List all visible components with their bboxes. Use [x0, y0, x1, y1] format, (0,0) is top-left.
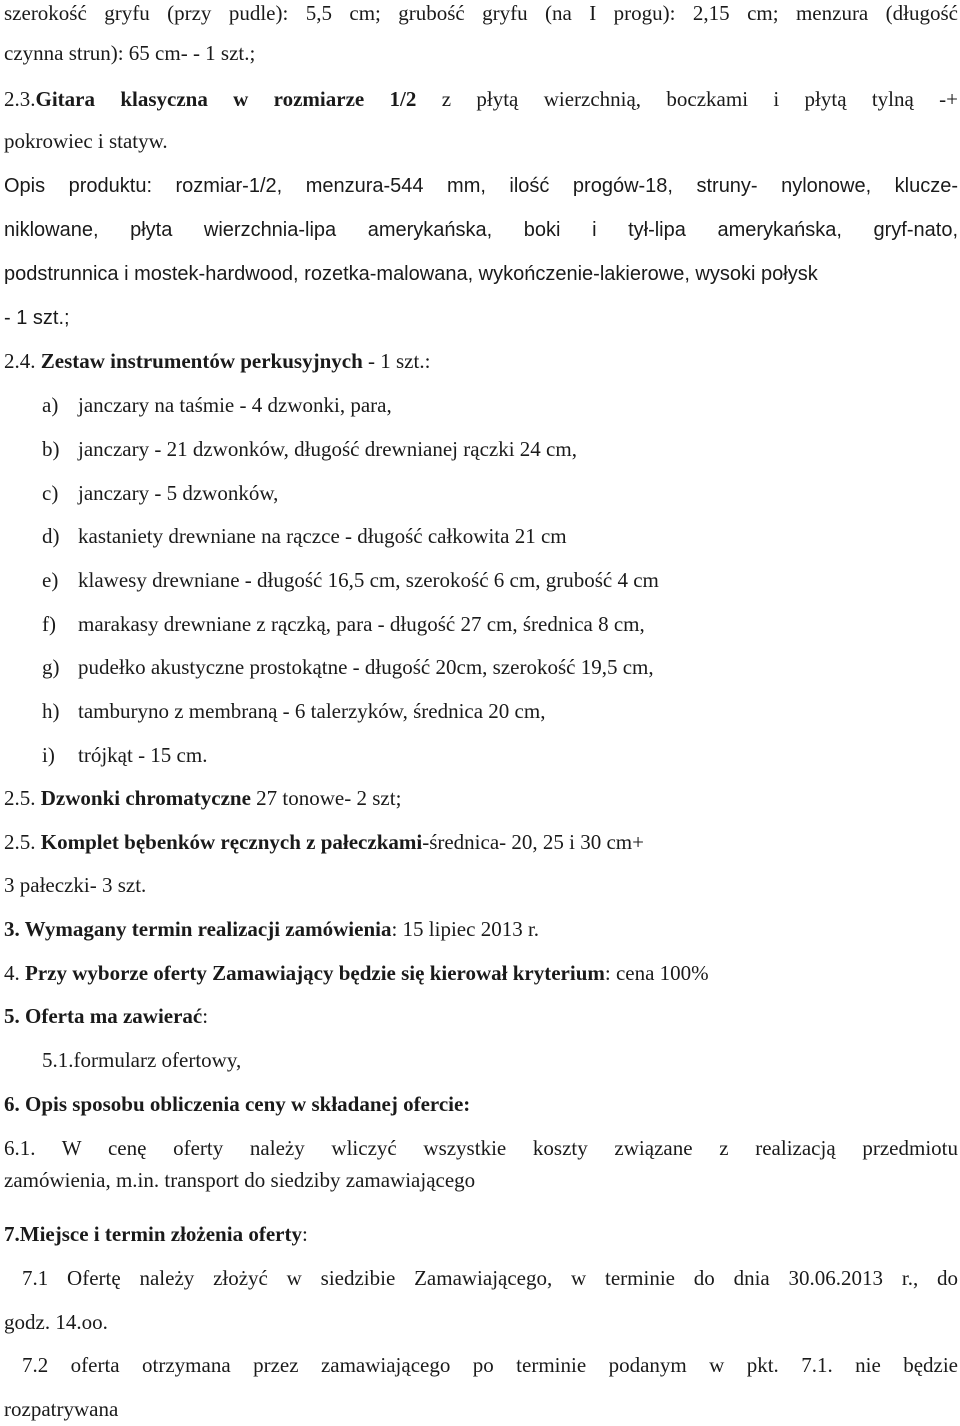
section-7-heading: 7.Miejsce i termin złożenia oferty:	[4, 1222, 308, 1246]
list-item: d) kastaniety drewniane na rączce - długość całkowita 21 cm	[42, 524, 567, 548]
section-5-sub: 5.1.formularz ofertowy,	[42, 1048, 242, 1072]
intro-line-2: czynna strun): 65 cm- - 1 szt.;	[4, 41, 256, 65]
item-2-3-desc-2: niklowane, płyta wierzchnia-lipa amerykańska, boki i tył-lipa amerykańska, gryf-nato,	[4, 219, 958, 241]
list-item: i) trójkąt - 15 cm.	[42, 743, 208, 767]
section-6-heading: 6. Opis sposobu obliczenia ceny w składanej ofercie:	[4, 1092, 471, 1116]
item-2-5-bebenki: 2.5. Komplet bębenków ręcznych z pałeczkami-średnica- 20, 25 i 30 cm+	[4, 830, 644, 854]
item-2-3-line-2: pokrowiec i statyw.	[4, 129, 168, 153]
item-2-4-rest: - 1 szt.:	[362, 349, 431, 373]
section-7-sub-2-line-2: rozpatrywana	[4, 1397, 119, 1421]
item-2-4-heading	[4, 348, 958, 374]
item-2-4-num: 2.4.	[4, 349, 41, 373]
section-4-heading: 4. Przy wyborze oferty Zamawiający będzie się kierował kryterium: cena 100%	[4, 961, 709, 985]
item-2-3-desc-4: - 1 szt.;	[4, 307, 70, 329]
list-item: c) janczary - 5 dzwonków,	[42, 481, 279, 505]
list-item: a) janczary na taśmie - 4 dzwonki, para,	[42, 393, 392, 417]
list-item: g) pudełko akustyczne prostokątne - długość 20cm, szerokość 19,5 cm,	[42, 655, 654, 679]
item-2-3-title: Gitara klasyczna w rozmiarze 1/2	[35, 87, 417, 111]
section-5-heading: 5. Oferta ma zawierać:	[4, 1004, 209, 1028]
section-7-sub-1-line-1: 7.1 Ofertę należy złożyć w siedzibie Zamawiającego, w terminie do dnia 30.06.2013 r., do	[22, 1266, 958, 1290]
intro-line-1: szerokość gryfu (przy pudle): 5,5 cm; grubość gryfu (na I progu): 2,15 cm; menzura (długość	[4, 1, 958, 25]
item-2-5-dzwonki: 2.5. Dzwonki chromatyczne 27 tonowe- 2 szt;	[4, 786, 402, 810]
item-2-3-rest: z płytą wierzchnią, boczkami i płytą tylną -+	[416, 87, 959, 111]
section-7-sub-1-line-2: godz. 14.oo.	[4, 1310, 108, 1334]
list-item: h) tamburyno z membraną - 6 talerzyków, średnica 20 cm,	[42, 699, 546, 723]
item-2-5-bebenki-line-2: 3 pałeczki- 3 szt.	[4, 873, 147, 897]
section-7-sub-2-line-1: 7.2 oferta otrzymana przez zamawiającego po terminie podanym w pkt. 7.1. nie będzie	[22, 1353, 958, 1377]
list-item: f) marakasy drewniane z rączką, para - długość 27 cm, średnica 8 cm,	[42, 612, 645, 636]
item-2-3-desc-3: podstrunnica i mostek-hardwood, rozetka-malowana, wykończenie-lakierowe, wysoki połysk	[4, 263, 818, 285]
list-item: e) klawesy drewniane - długość 16,5 cm, szerokość 6 cm, grubość 4 cm	[42, 568, 659, 592]
list-item: b) janczary - 21 dzwonków, długość drewnianej rączki 24 cm,	[42, 437, 577, 461]
item-2-3-num: 2.3.	[4, 87, 36, 111]
item-2-3-desc-1: Opis produktu: rozmiar-1/2, menzura-544 mm, ilość progów-18, struny- nylonowe, klucze-	[4, 175, 958, 197]
section-6-sub-line-2: zamówienia, m.in. transport do siedziby zamawiającego	[4, 1168, 476, 1192]
section-6-sub-line-1: 6.1. W cenę oferty należy wliczyć wszystkie koszty związane z realizacją przedmiotu	[4, 1136, 958, 1160]
item-2-4-title: Zestaw instrumentów perkusyjnych	[40, 349, 363, 373]
section-3-heading: 3. Wymagany termin realizacji zamówienia: 15 lipiec 2013 r.	[4, 917, 540, 941]
item-2-3-heading	[4, 86, 958, 112]
